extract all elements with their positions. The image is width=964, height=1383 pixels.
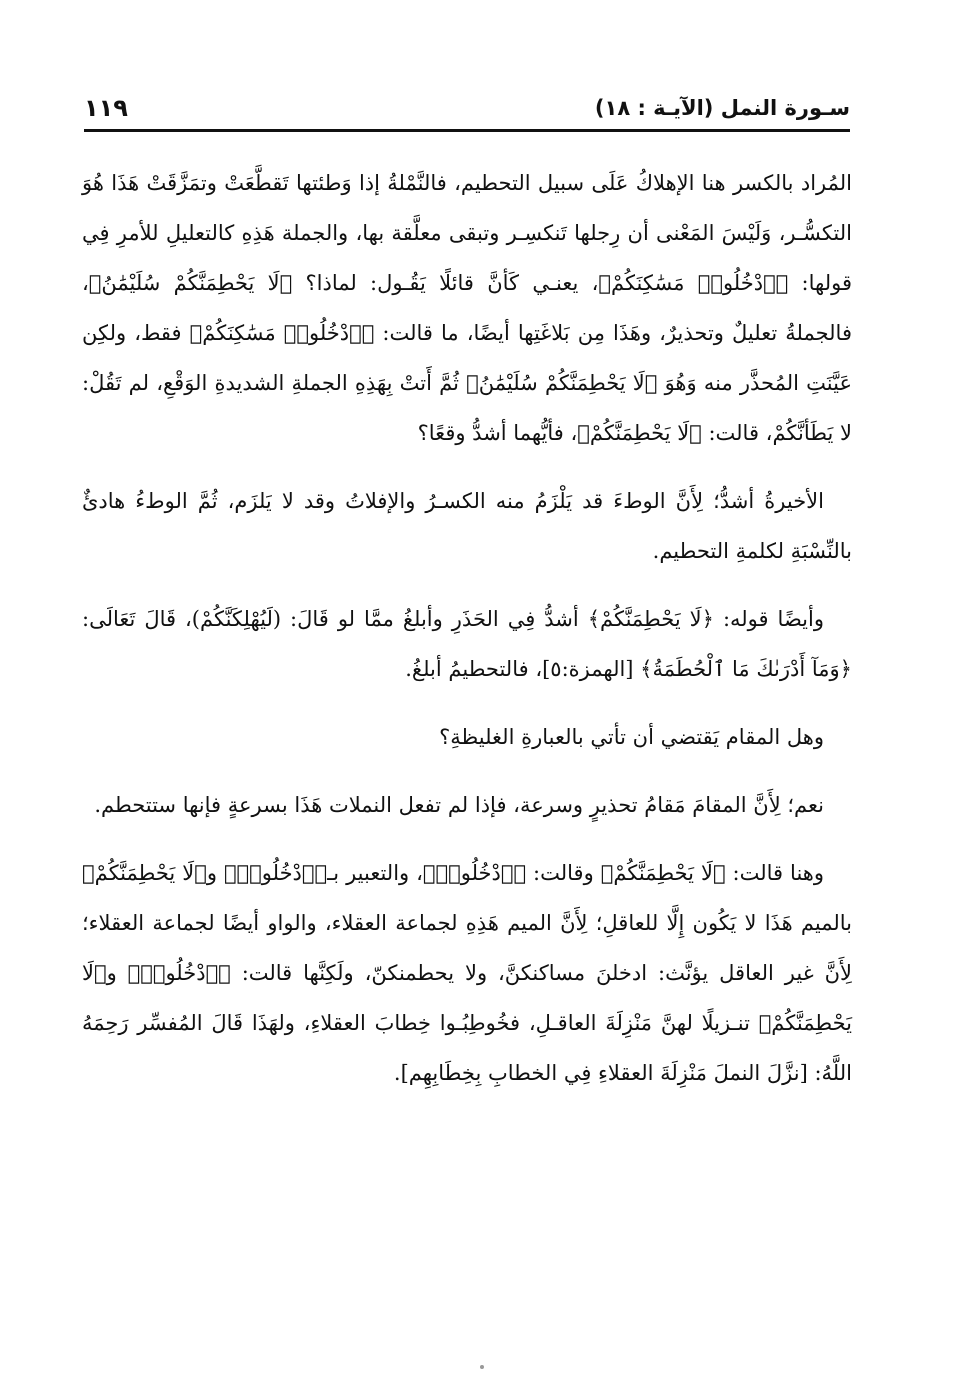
paragraph: الأخيرةُ أشدُّ؛ لِأَنَّ الوطءَ قد يَلْزَمُ منه الكسـرُ والإفلاتُ وقد لا يَلزَم، ثُمَّ الوطءُ هادئٌ بالنِّسْبَةِ لكلمةِ التحطيم. <box>82 489 852 563</box>
paragraph: نعم؛ لِأَنَّ المقامَ مَقامُ تحذيرٍ وسرعة، فإذا لم تفعل النملات هَذَا بسرعةٍ فإنها ستتحطم. <box>94 793 824 817</box>
paragraph: المُراد بالكسر هنا الإهلاكُ عَلَى سبيل التحطيم، فالنَّمْلةُ إذا وَطئتها تَقطَّعَتْ وتمَزَّقَتْ هَذَا هُوَ التكسُّـر، وَلَيْسَ المَعْنى أن رِجلها تَنكسِـر وتبقى معلَّقة بها، والجملة هَذِهِ كالتعليلِ للأمرِ فِي قولها: ﴿ٱدْخُلُوا۟ مَسَٰكِنَكُمْ﴾، يعنـي كَأنَّ قائلًا يَقُـول: لماذا؟ ﴿لَا يَحْطِمَنَّكُمْ سُلَيْمَٰنُ﴾، فالجملةُ تعليلٌ وتحذيرٌ، وهَذَا مِن بَلاغَتِها أيضًا، ما قالت: ﴿ٱدْخُلُوا۟ مَسَٰكِنَكُمْ﴾ فقط، ولكِن عَيَّنَتِ المُحذَّر منه وَهُوَ ﴿لَا يَحْطِمَنَّكُمْ سُلَيْمَٰنُ﴾ ثُمَّ أَتتْ بِهَذِهِ الجملةِ الشديدةِ الوَقْعِ، لم تَقُلْ: لا يَطَأنَّكُمْ، قالت: ﴿لَا يَحْطِمَنَّكُمْ﴾، فأيُّهما أشدُّ وقعًا؟ <box>82 171 852 445</box>
surah-header-title: سـورة النمل (الآيـة : ١٨) <box>594 96 850 120</box>
body-text <box>82 158 852 1116</box>
running-header <box>84 92 850 132</box>
paragraph: وهنا قالت: ﴿لَا يَحْطِمَنَّكُمْ﴾ وقالت: ﴿ٱدْخُلُوا۟﴾، والتعبير بـ﴿ٱدْخُلُوا۟﴾ و﴿لَا يَحْطِمَنَّكُمْ﴾ بالميم هَذَا لا يَكُون إِلَّا للعاقلِ؛ لِأَنَّ الميم هَذِهِ لجماعة العقلاء، والواو أيضًا لجماعة العقلاء؛ لِأَنَّ غير العاقل يؤنَّث: ادخلنَ مساكنكنَّ، ولا يحطمنكنّ، ولَكِنَّها قالت: ﴿ٱدْخُلُوا۟﴾ و﴿لَا يَحْطِمَنَّكُمْ﴾ تنـزيلًا لهنَّ مَنْزِلَةَ العاقـلِ، فخُوطِبُـوا خِطابَ العقلاءِ، ولهَذَا قَالَ المُفسِّر رَحِمَهُ اللَّهُ: [نزَّلَ النملَ مَنْزِلَةَ العقلاءِ فِي الخطابِ بِخِطَابِهِم]. <box>82 861 852 1085</box>
paragraph: وهل المقام يَقتضي أن تأتي بالعبارةِ الغليظةِ؟ <box>439 725 824 749</box>
page-footer-dot <box>480 1365 484 1369</box>
header-rule <box>84 129 850 132</box>
paragraph: وأيضًا قوله: ﴿لَا يَحْطِمَنَّكُمْ﴾ أشدُّ فِي الحَذَرِ وأبلغُ ممَّا لو قَالَ: (لَيُهْلِكَنَّكُمْ)، قَالَ تَعَالَى: ﴿وَمَآ أَدْرَىٰكَ مَا ٱلْحُطَمَةُ﴾ [الهمزة:٥]، فالتحطيمُ أبلغُ. <box>82 607 852 681</box>
page-number: ١١٩ <box>84 94 128 122</box>
